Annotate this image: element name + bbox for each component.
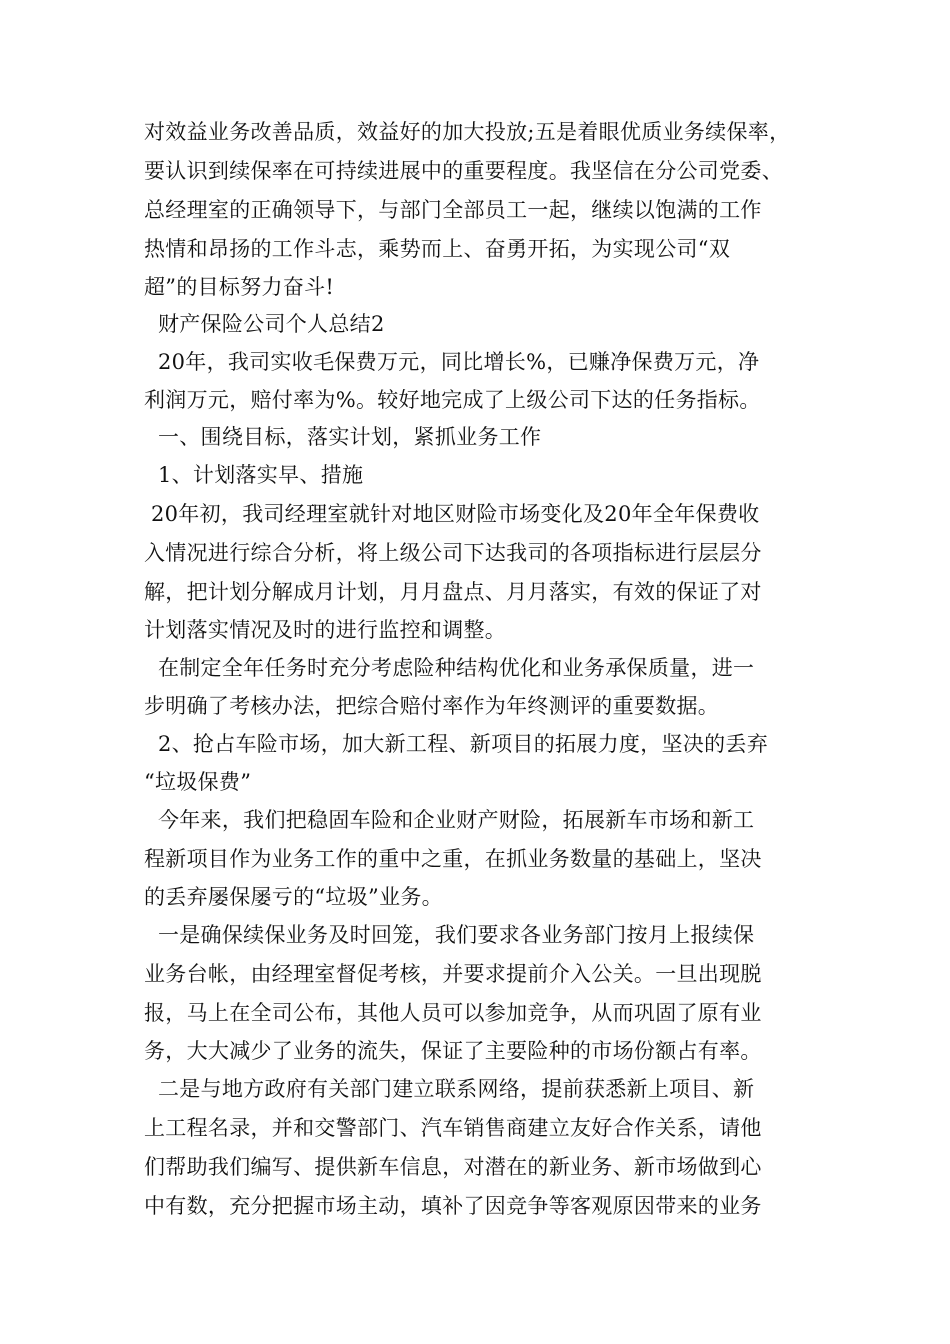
paragraph-line: 计划落实情况及时的进行监控和调整。 [144, 618, 507, 642]
paragraph-line: 一是确保续保业务及时回笼，我们要求各业务部门按月上报续保 [144, 923, 755, 947]
paragraph-line: 要认识到续保率在可持续进展中的重要程度。我坚信在分公司党委、 [144, 159, 783, 183]
paragraph-line: 20年初，我司经理室就针对地区财险市场变化及20年全年保费收 [144, 502, 760, 526]
subsection-heading: 2、抢占车险市场，加大新工程、新项目的拓展力度，坚决的丢弃 [144, 732, 769, 756]
paragraph-line: 上工程名录，并和交警部门、汽车销售商建立友好合作关系，请他 [144, 1116, 762, 1140]
paragraph-line: 业务台帐，由经理室督促考核，并要求提前介入公关。一旦出现脱 [144, 962, 762, 986]
section-heading: 一、围绕目标，落实计划，紧抓业务工作 [144, 425, 542, 449]
paragraph-line: 程新项目作为业务工作的重中之重，在抓业务数量的基础上，坚决 [144, 847, 762, 871]
paragraph-line: 总经理室的正确领导下，与部门全部员工一起，继续以饱满的工作 [144, 198, 762, 222]
subsection-heading: 1、计划落实早、措施 [144, 463, 364, 487]
paragraph-line: 中有数，充分把握市场主动，填补了因竞争等客观原因带来的业务 [144, 1194, 762, 1218]
paragraph-line: 利润万元，赔付率为%。较好地完成了上级公司下达的任务指标。 [144, 388, 761, 412]
paragraph-line: 务，大大减少了业务的流失，保证了主要险种的市场份额占有率。 [144, 1039, 762, 1063]
paragraph-line: 在制定全年任务时充分考虑险种结构优化和业务承保质量，进一 [144, 656, 755, 680]
paragraph-line: 报，马上在全司公布，其他人员可以参加竞争，从而巩固了原有业 [144, 1001, 762, 1025]
paragraph-line: 二是与地方政府有关部门建立联系网络，提前获悉新上项目、新 [144, 1077, 755, 1101]
subsection-heading: “垃圾保费” [144, 770, 252, 794]
paragraph-line: 热情和昂扬的工作斗志，乘势而上、奋勇开拓，为实现公司“双 [144, 237, 731, 261]
paragraph-line: 对效益业务改善品质，效益好的加大投放;五是着眼优质业务续保率， [144, 120, 791, 144]
paragraph-line: 步明确了考核办法，把综合赔付率作为年终测评的重要数据。 [144, 694, 720, 718]
paragraph-line: 入情况进行综合分析，将上级公司下达我司的各项指标进行层层分 [144, 541, 762, 565]
paragraph-line: 今年来，我们把稳固车险和企业财产财险，拓展新车市场和新工 [144, 808, 755, 832]
section-heading: 财产保险公司个人总结2 [144, 312, 385, 336]
paragraph-line: 超”的目标努力奋斗! [144, 275, 335, 299]
paragraph-line: 们帮助我们编写、提供新车信息，对潜在的新业务、新市场做到心 [144, 1155, 762, 1179]
document-body [144, 113, 816, 1226]
paragraph-line: 解，把计划分解成月计划，月月盘点、月月落实，有效的保证了对 [144, 580, 762, 604]
paragraph-line: 20年，我司实收毛保费万元，同比增长%，已赚净保费万元，净 [144, 350, 760, 374]
paragraph-line: 的丢弃屡保屡亏的“垃圾”业务。 [144, 885, 443, 909]
